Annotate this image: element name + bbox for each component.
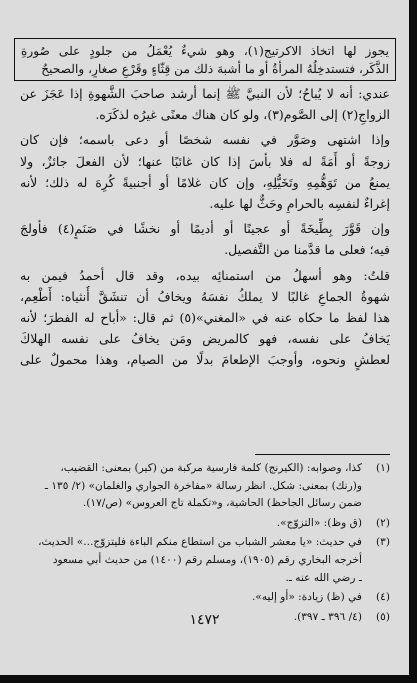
footnote-line: ضمن رسائل الجاحظ) الحاشية، و«تكملة تاج العروس» (ص/١٧). — [82, 497, 362, 510]
text-line: هذا لفظ ما حكاه عنه في «المغني»(٥) ثم قال: «أباح له الفطرَ؛ لأنه — [20, 310, 390, 326]
text-line: وإن قَوَّرَ بِطِّيخَةً أو عجينًا أو أديمًا أو نخشًا في صَنَمٍ(٤) فأولجَ — [20, 221, 390, 237]
footnote — [20, 589, 390, 607]
text-line: الذَّكَر، فتستدخِلُهُ المرأةُ أو ما أشبهَ ذلك من قِثّاءٍ وقَرْعٍ صغارٍ، والصحيحُ — [41, 62, 389, 76]
highlighted-passage — [14, 38, 396, 81]
text-line: زوجةً أو أَمَةً له فلا بأسَ إذا كان غائبًا عنها؛ لأن الفعلَ جائزٌ، ولا — [20, 153, 390, 169]
text-line: لعطشٍ ونحوه، وأوجبَ الإطعامَ بدلًا من الصيام، وهذا محمولٌ على — [20, 352, 390, 368]
paragraph — [20, 218, 390, 260]
footnote-line: و(رنك) بمعنى: شكل. انظر رسالة «مفاخرة الجواري والغلمان» (٢/ ١٣٥ ـ — [44, 479, 362, 492]
footnote-number: (٥) — [376, 610, 390, 623]
footnote-number: (١) — [376, 462, 390, 474]
footnote-line: (٤/ ٣٩٦ ـ ٣٩٧). — [293, 610, 362, 623]
text-line: يَخافُ على نفسه، فهو كالمريض ومَن يخافُ على نفسه الهلاكَ — [20, 331, 390, 347]
paragraph — [20, 83, 390, 125]
footnote — [20, 515, 390, 533]
footnote — [20, 460, 390, 513]
text-line: يجوز لها اتخاذ الاكرتيج(١)، وهو شيءٌ يُعْمَلُ من جلودٍ على صُورةِ — [21, 44, 389, 58]
footnote — [20, 534, 390, 587]
text-line: يمنعُ من تَوَهُّمِهِ وتَخَيُّلِهِ، وإن كان غلامًا أو أجنبيةً كُرِهَ له ذلك؛ لأنه — [20, 174, 390, 190]
footnote-line: كذا، وصوابه: (الكيرنج) كلمة فارسية مركبة من (كير) بمعنى: القضيب، — [60, 462, 362, 474]
text-line: إغراءٌ لنفسِه بالحرامِ وحَثٌّ لها عليه. — [209, 196, 390, 212]
main-text — [20, 38, 390, 371]
footnote-line: في حديث: «يا معشر الشباب من استطاع منكم الباءة فليتزوّج...» الحديث، — [38, 536, 362, 549]
footnote-divider — [255, 454, 390, 455]
footnotes — [20, 460, 390, 628]
text-line: فيه؛ فعلى ما قدَّمنا من التَّفصيل. — [224, 242, 390, 258]
text-line: عندي: أنه لا يُباحُ؛ لأن النبيَّ ﷺ إنما أرشد صاحبَ الشَّهوةِ إذا عَجَزَ عن — [20, 86, 390, 101]
paragraph — [20, 265, 390, 371]
paragraph — [20, 129, 390, 214]
text-line: الزواجِ(٢) إلى الصَّوم(٣)، ولو كان هناك معنًى غيرُه لذكَرَه. — [95, 107, 390, 123]
page-number: ١٤٧٢ — [189, 612, 220, 628]
footnote-line: (ق وظ): «التزوّج». — [276, 516, 362, 529]
text-line: شهوةُ الجماعِ غالبًا لا يملكُ نفسَهُ ويخافُ أن تنشَقَّ أُنثياه: أَطْعِم، — [20, 288, 390, 304]
footnote-number: (٤) — [376, 591, 390, 604]
footnote-line: في (ظ) زيادة: «أو إليه». — [252, 591, 362, 604]
footnote-line: ـ رضي الله عنه ـ. — [285, 571, 362, 584]
text-line: وإذا اشتهى وصَوَّر في نفسه شخصًا أو دعى باسمه؛ فإن كان — [20, 132, 390, 148]
text-line: قلتُ: وهو أسهلُ من استمنائِه بيده، وقد قال أحمدُ فيمن به — [20, 267, 390, 283]
footnote-number: (٣) — [376, 536, 390, 549]
footnote-number: (٢) — [376, 516, 390, 529]
footnote-line: أخرجه البخاري رقم (١٩٠٥)، ومسلم رقم (١٤٠٠) من حديث أبي مسعود — [52, 553, 362, 566]
